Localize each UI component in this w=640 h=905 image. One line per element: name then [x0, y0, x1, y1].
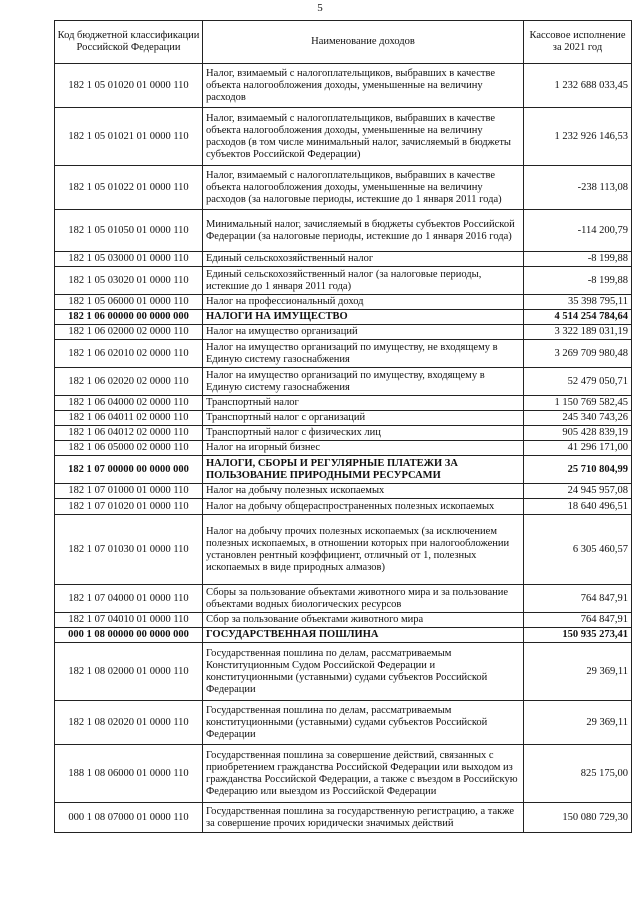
table-row [55, 613, 632, 628]
row-name: Транспортный налог с физических лиц [203, 426, 524, 441]
row-name: НАЛОГИ НА ИМУЩЕСТВО [203, 310, 524, 325]
table-row [55, 803, 632, 833]
row-code: 182 1 06 00000 00 0000 000 [55, 310, 203, 325]
row-name: Налог на игорный бизнес [203, 441, 524, 456]
row-amount: 35 398 795,11 [524, 295, 632, 310]
row-code: 182 1 06 04011 02 0000 110 [55, 411, 203, 426]
row-amount: 25 710 804,99 [524, 456, 632, 484]
row-amount: 245 340 743,26 [524, 411, 632, 426]
row-amount: -238 113,08 [524, 166, 632, 210]
header-code: Код бюджетной классификации Российской Федерации [55, 21, 203, 64]
table-row [55, 499, 632, 515]
row-amount: 1 232 926 146,53 [524, 108, 632, 166]
row-amount: 4 514 254 784,64 [524, 310, 632, 325]
row-name: Налог, взимаемый с налогоплательщиков, выбравших в качестве объекта налогообложения доходы, уменьшенные на величину расходов (в том числе минимальный налог, зачисляемый в бюджеты субъектов Российской Федерации) [203, 108, 524, 166]
row-code: 182 1 07 01030 01 0000 110 [55, 515, 203, 585]
row-code: 000 1 08 07000 01 0000 110 [55, 803, 203, 833]
row-name: Единый сельскохозяйственный налог (за налоговые периоды, истекшие до 1 января 2011 года) [203, 267, 524, 295]
row-name: Государственная пошлина по делам, рассматриваемым конституционными (уставными) судами субъектов Российской Федерации [203, 701, 524, 745]
row-amount: 29 369,11 [524, 701, 632, 745]
row-amount: 764 847,91 [524, 613, 632, 628]
row-amount: 150 080 729,30 [524, 803, 632, 833]
row-amount: 29 369,11 [524, 643, 632, 701]
page-number: 5 [317, 2, 323, 14]
table-row [55, 456, 632, 484]
table-row [55, 643, 632, 701]
table-row [55, 310, 632, 325]
row-name: Налог на имущество организаций по имуществу, не входящему в Единую систему газоснабжения [203, 340, 524, 368]
row-code: 182 1 07 01000 01 0000 110 [55, 484, 203, 499]
row-name: Налог на добычу прочих полезных ископаемых (за исключением полезных ископаемых, в отношении которых при налогообложении установлен рентный коэффициент, отличный от 1, полезных ископаемых в виде природных алмазов) [203, 515, 524, 585]
header-name: Наименование доходов [203, 21, 524, 64]
row-amount: -8 199,88 [524, 267, 632, 295]
row-name: Налог на имущество организаций [203, 325, 524, 340]
table-row [55, 340, 632, 368]
row-code: 182 1 06 02020 02 0000 110 [55, 368, 203, 396]
row-code: 182 1 06 02000 02 0000 110 [55, 325, 203, 340]
row-amount: 18 640 496,51 [524, 499, 632, 515]
table-row [55, 745, 632, 803]
row-amount: 24 945 957,08 [524, 484, 632, 499]
table-row [55, 628, 632, 643]
row-name: НАЛОГИ, СБОРЫ И РЕГУЛЯРНЫЕ ПЛАТЕЖИ ЗА ПОЛЬЗОВАНИЕ ПРИРОДНЫМИ РЕСУРСАМИ [203, 456, 524, 484]
table-row [55, 295, 632, 310]
row-code: 182 1 06 04000 02 0000 110 [55, 396, 203, 411]
row-code: 182 1 07 01020 01 0000 110 [55, 499, 203, 515]
row-amount: 1 150 769 582,45 [524, 396, 632, 411]
row-amount: 6 305 460,57 [524, 515, 632, 585]
row-name: Транспортный налог с организаций [203, 411, 524, 426]
row-amount: 52 479 050,71 [524, 368, 632, 396]
row-name: Сбор за пользование объектами животного мира [203, 613, 524, 628]
row-name: Единый сельскохозяйственный налог [203, 252, 524, 267]
table-row [55, 426, 632, 441]
row-amount: 825 175,00 [524, 745, 632, 803]
row-code: 182 1 06 04012 02 0000 110 [55, 426, 203, 441]
row-amount: 3 269 709 980,48 [524, 340, 632, 368]
row-code: 182 1 06 02010 02 0000 110 [55, 340, 203, 368]
row-code: 182 1 05 01020 01 0000 110 [55, 64, 203, 108]
row-name: Сборы за пользование объектами животного мира и за пользование объектами водных биологических ресурсов [203, 585, 524, 613]
table-row [55, 252, 632, 267]
row-name: Налог, взимаемый с налогоплательщиков, выбравших в качестве объекта налогообложения доходы, уменьшенные на величину расходов [203, 64, 524, 108]
row-name: Транспортный налог [203, 396, 524, 411]
row-name: Государственная пошлина за государственную регистрацию, а также за совершение прочих юридически значимых действий [203, 803, 524, 833]
row-amount: 150 935 273,41 [524, 628, 632, 643]
row-code: 182 1 05 03000 01 0000 110 [55, 252, 203, 267]
table-body [55, 64, 632, 833]
table-row [55, 585, 632, 613]
row-amount: -114 200,79 [524, 210, 632, 252]
row-code: 182 1 05 01022 01 0000 110 [55, 166, 203, 210]
row-name: Налог на имущество организаций по имуществу, входящему в Единую систему газоснабжения [203, 368, 524, 396]
table-row [55, 411, 632, 426]
row-code: 182 1 05 01021 01 0000 110 [55, 108, 203, 166]
table-row [55, 441, 632, 456]
table-row [55, 368, 632, 396]
row-amount: 1 232 688 033,45 [524, 64, 632, 108]
row-code: 188 1 08 06000 01 0000 110 [55, 745, 203, 803]
row-amount: -8 199,88 [524, 252, 632, 267]
row-code: 182 1 05 06000 01 0000 110 [55, 295, 203, 310]
row-amount: 905 428 839,19 [524, 426, 632, 441]
row-name: Налог на профессиональный доход [203, 295, 524, 310]
row-name: ГОСУДАРСТВЕННАЯ ПОШЛИНА [203, 628, 524, 643]
table-row [55, 64, 632, 108]
row-code: 182 1 08 02000 01 0000 110 [55, 643, 203, 701]
row-name: Налог на добычу полезных ископаемых [203, 484, 524, 499]
row-name: Налог, взимаемый с налогоплательщиков, выбравших в качестве объекта налогообложения доходы, уменьшенные на величину расходов (за налоговые периоды, истекшие до 1 января 2011 года) [203, 166, 524, 210]
table-row [55, 484, 632, 499]
row-name: Минимальный налог, зачисляемый в бюджеты субъектов Российской Федерации (за налоговые периоды, истекшие до 1 января 2016 года) [203, 210, 524, 252]
revenue-table [54, 20, 632, 833]
table-row [55, 701, 632, 745]
row-code: 182 1 05 01050 01 0000 110 [55, 210, 203, 252]
table-row [55, 515, 632, 585]
row-code: 182 1 08 02020 01 0000 110 [55, 701, 203, 745]
row-code: 182 1 07 00000 00 0000 000 [55, 456, 203, 484]
table-row [55, 267, 632, 295]
row-amount: 41 296 171,00 [524, 441, 632, 456]
row-code: 182 1 07 04000 01 0000 110 [55, 585, 203, 613]
table-row [55, 325, 632, 340]
header-amount: Кассовое исполнение за 2021 год [524, 21, 632, 64]
row-name: Государственная пошлина за совершение действий, связанных с приобретением гражданства Российской Федерации или выходом из гражданства Российской Федерации, а также с въездом в Российскую Федерацию или выездом из Российской Федерации [203, 745, 524, 803]
table-header-row [55, 21, 632, 64]
row-code: 000 1 08 00000 00 0000 000 [55, 628, 203, 643]
row-name: Налог на добычу общераспространенных полезных ископаемых [203, 499, 524, 515]
row-code: 182 1 07 04010 01 0000 110 [55, 613, 203, 628]
row-code: 182 1 05 03020 01 0000 110 [55, 267, 203, 295]
row-amount: 764 847,91 [524, 585, 632, 613]
table-row [55, 166, 632, 210]
row-amount: 3 322 189 031,19 [524, 325, 632, 340]
row-name: Государственная пошлина по делам, рассматриваемым Конституционным Судом Российской Федерации и конституционными (уставными) судами субъектов Российской Федерации [203, 643, 524, 701]
table-row [55, 108, 632, 166]
row-code: 182 1 06 05000 02 0000 110 [55, 441, 203, 456]
table-row [55, 396, 632, 411]
table-row [55, 210, 632, 252]
